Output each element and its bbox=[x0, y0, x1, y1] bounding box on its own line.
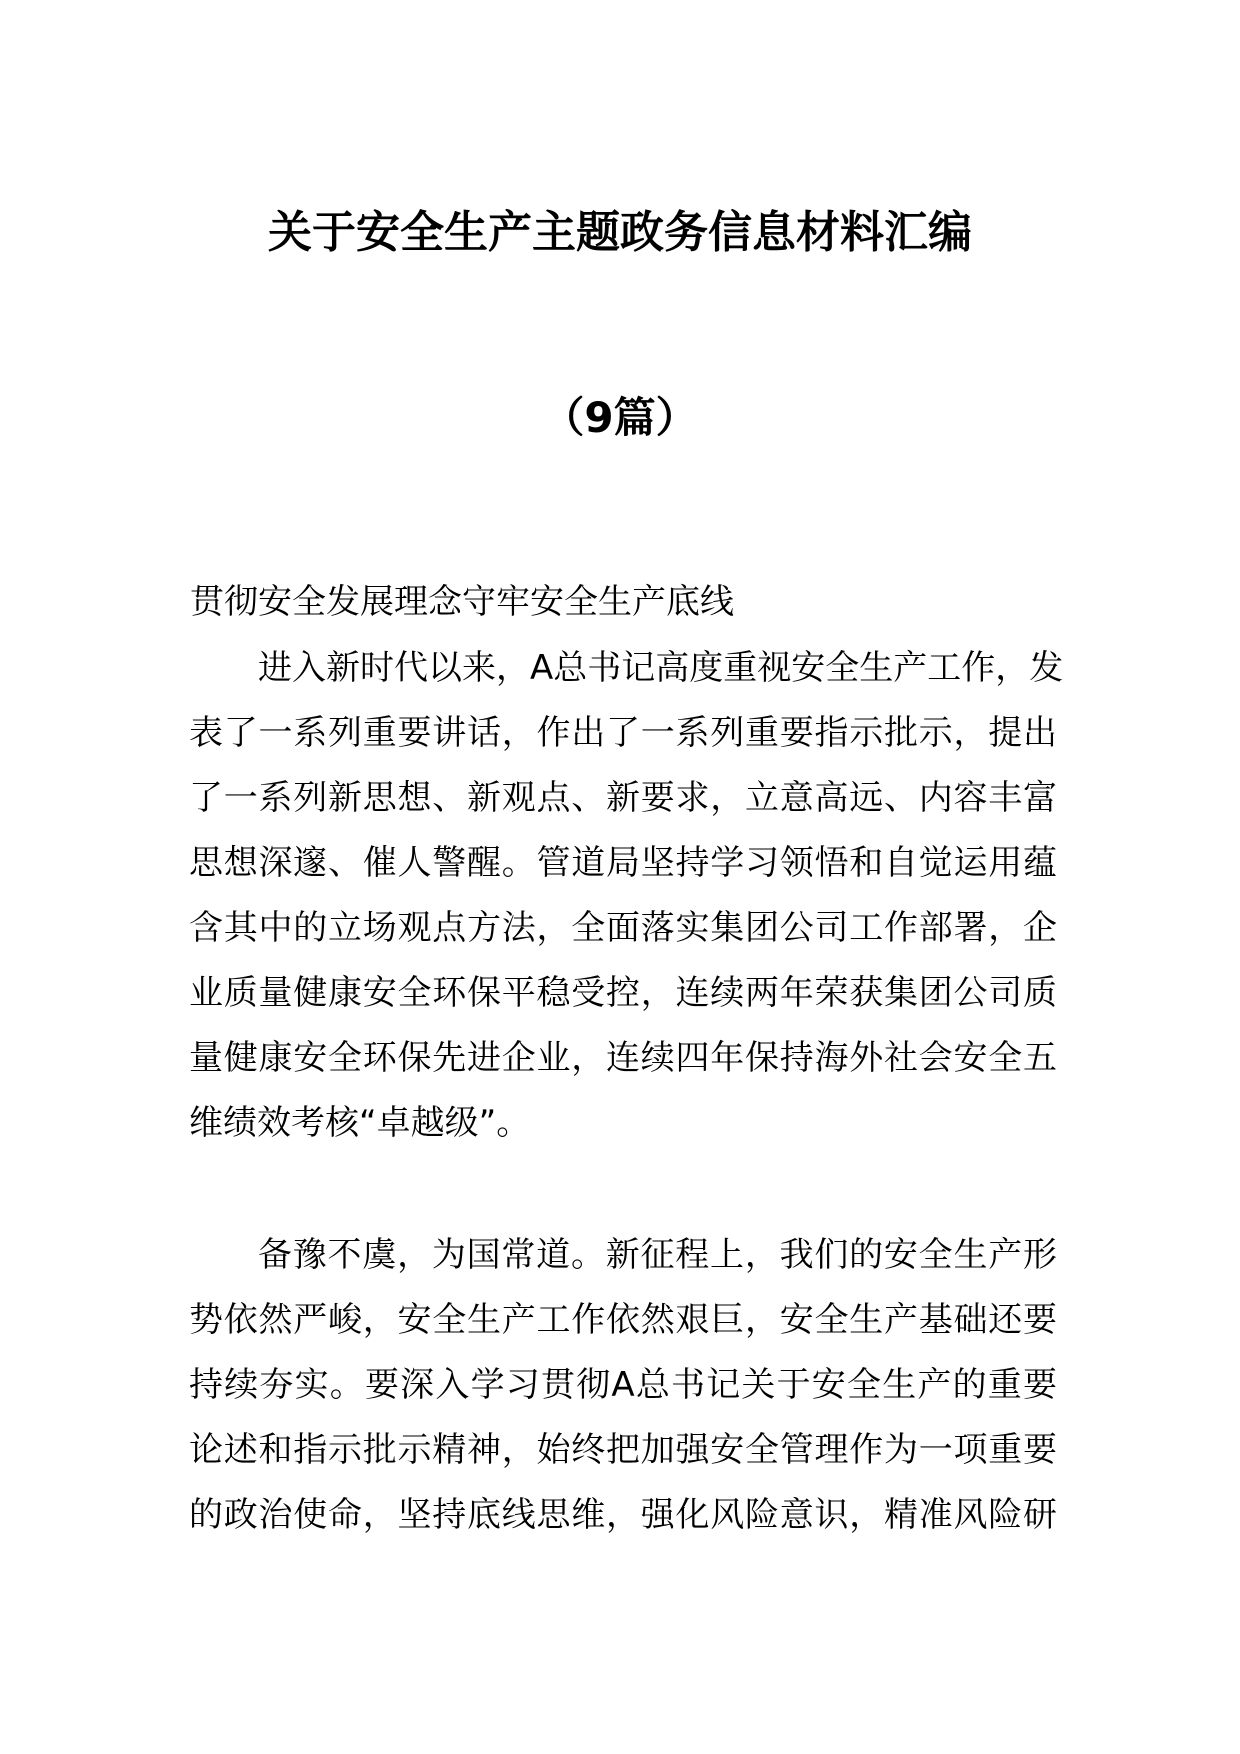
paragraph-line: 思想深邃、催人警醒。管道局坚持学习领悟和自觉运用蕴 bbox=[189, 843, 1057, 883]
paragraph-line: 进入新时代以来，A总书记高度重视安全生产工作，发 bbox=[258, 648, 1064, 688]
paragraph-line: 论述和指示批示精神，始终把加强安全管理作为一项重要 bbox=[189, 1430, 1057, 1470]
paragraph-line: 了一系列新思想、新观点、新要求，立意高远、内容丰富 bbox=[189, 778, 1057, 818]
paragraph-line: 的政治使命，坚持底线思维，强化风险意识，精准风险研 bbox=[189, 1495, 1057, 1535]
document-subtitle: （9篇） bbox=[542, 393, 698, 442]
paragraph-line: 备豫不虞，为国常道。新征程上，我们的安全生产形 bbox=[258, 1235, 1057, 1275]
paragraph-line: 持续夯实。要深入学习贯彻A总书记关于安全生产的重要 bbox=[189, 1365, 1057, 1405]
document-title: 关于安全生产主题政务信息材料汇编 bbox=[268, 207, 972, 258]
paragraph-line: 表了一系列重要讲话，作出了一系列重要指示批示，提出 bbox=[189, 713, 1057, 753]
paragraph-line: 含其中的立场观点方法，全面落实集团公司工作部署，企 bbox=[189, 908, 1057, 948]
paragraph-line: 量健康安全环保先进企业，连续四年保持海外社会安全五 bbox=[189, 1038, 1057, 1078]
paragraph-line: 维绩效考核“卓越级”。 bbox=[189, 1103, 531, 1143]
paragraph-line: 业质量健康安全环保平稳受控，连续两年荣获集团公司质 bbox=[189, 973, 1057, 1013]
paragraph-line: 势依然严峻，安全生产工作依然艰巨，安全生产基础还要 bbox=[189, 1300, 1057, 1340]
section-heading: 贯彻安全发展理念守牢安全生产底线 bbox=[190, 582, 734, 622]
